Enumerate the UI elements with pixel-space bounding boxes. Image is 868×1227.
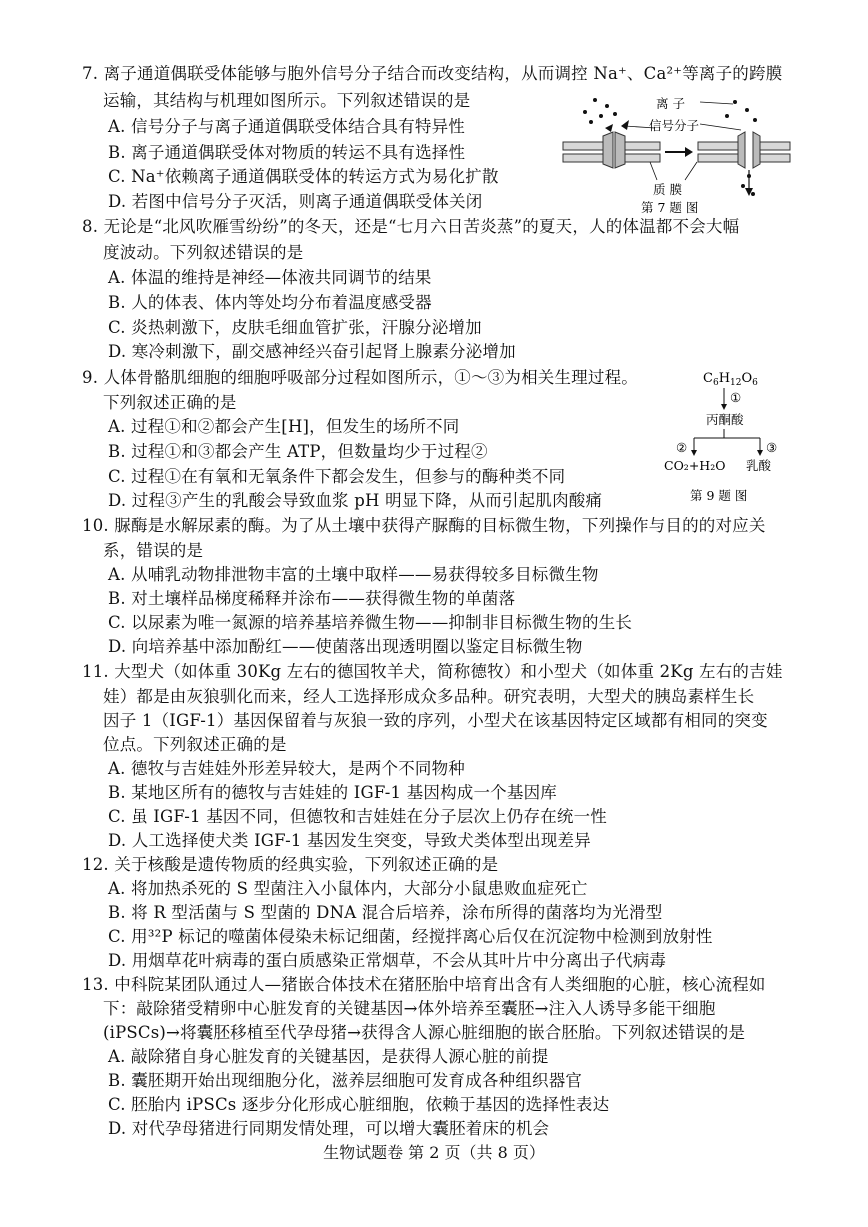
- q13-option-b: B. 囊胚期开始出现细胞分化，滋养层细胞可发育成各种组织器官: [108, 1071, 583, 1090]
- glucose-sub-o: 6: [752, 378, 758, 388]
- q8-option-d: D. 寒冷刺激下，副交感神经兴奋引起肾上腺素分泌增加: [108, 342, 516, 361]
- q13-stem-line1: 13. 中科院某团队通过人—猪嵌合体技术在猪胚胎中培育出含有人类细胞的心脏，核心流程如: [82, 975, 766, 994]
- q13-option-d: D. 对代孕母猪进行同期发情处理，可以增大囊胚着床的机会: [108, 1119, 550, 1138]
- q8-option-c: C. 炎热刺激下，皮肤毛细血管扩张，汗腺分泌增加: [108, 318, 482, 337]
- glucose-c: C: [703, 371, 713, 386]
- q8-stem-line2: 度波动。下列叙述错误的是: [103, 243, 304, 262]
- q13-option-a: A. 敲除猪自身心脏发育的关键基因，是获得人源心脏的前提: [108, 1047, 549, 1066]
- q9-option-d: D. 过程③产生的乳酸会导致血浆 pH 明显下降，从而引起肌肉酸痛: [108, 491, 603, 510]
- q7-ion-channel-figure: [555, 90, 795, 215]
- q7-option-c: C. Na⁺依赖离子通道偶联受体的转运方式为易化扩散: [108, 167, 499, 186]
- fig7-caption: 第 7 题 图: [641, 200, 699, 215]
- fig9-lactate: 乳酸: [746, 458, 772, 473]
- q12-stem-line1: 12. 关于核酸是遗传物质的经典实验，下列叙述正确的是: [82, 855, 499, 874]
- q10-option-c: C. 以尿素为唯一氮源的培养基培养微生物——抑制非目标微生物的生长: [108, 613, 633, 632]
- q11-stem-line3: 因子 1（IGF-1）基因保留着与灰狼一致的序列，小型犬在该基因特定区域都有相同的突变: [103, 711, 768, 730]
- q7-stem-line1: 7. 离子通道偶联受体能够与胞外信号分子结合而改变结构，从而调控 Na⁺、Ca²⁺等离子的跨膜: [82, 64, 783, 83]
- q11-option-d: D. 人工选择使犬类 IGF-1 基因发生突变，导致犬类体型出现差异: [108, 831, 591, 850]
- q9-option-b: B. 过程①和③都会产生 ATP，但数量均少于过程②: [108, 442, 488, 461]
- q12-option-d: D. 用烟草花叶病毒的蛋白质感染正常烟草，不会从其叶片中分离出子代病毒: [108, 951, 667, 970]
- fig9-caption: 第 9 题 图: [690, 488, 748, 503]
- glucose-o: O: [741, 371, 753, 386]
- q10-option-d: D. 向培养基中添加酚红——使菌落出现透明圈以鉴定目标微生物: [108, 637, 583, 656]
- membrane-left: [563, 132, 660, 168]
- membrane-right: [698, 132, 790, 168]
- q11-option-b: B. 某地区所有的德牧与吉娃娃的 IGF-1 基因构成一个基因库: [108, 783, 557, 802]
- q12-option-a: A. 将加热杀死的 S 型菌注入小鼠体内，大部分小鼠患败血症死亡: [108, 879, 588, 898]
- signal-molecule-shape: [621, 120, 629, 130]
- q11-option-a: A. 德牧与吉娃娃外形差异较大，是两个不同物种: [108, 759, 466, 778]
- fig9-pyruvate: 丙酮酸: [706, 412, 744, 427]
- fig9-step2: ②: [676, 440, 688, 455]
- q7-option-d: D. 若图中信号分子灭活，则离子通道偶联受体关闭: [108, 192, 483, 211]
- q7-stem-line2: 运输，其结构与机理如图所示。下列叙述错误的是: [103, 91, 471, 110]
- ions-left: [583, 98, 617, 124]
- page-footer: 生物试题卷 第 2 页（共 8 页）: [323, 1143, 545, 1162]
- q10-stem-line1: 10. 脲酶是水解尿素的酶。为了从土壤中获得产脲酶的目标微生物，下列操作与目的的对应关: [82, 516, 766, 535]
- q7-option-b: B. 离子通道偶联受体对物质的转运不具有选择性: [108, 143, 466, 162]
- q10-option-b: B. 对土壤样品梯度稀释并涂布——获得微生物的单菌落: [108, 589, 516, 608]
- fig9-step3: ③: [766, 440, 778, 455]
- q9-stem-line1: 9. 人体骨骼肌细胞的细胞呼吸部分过程如图所示，①～③为相关生理过程。: [82, 368, 638, 387]
- fig9-co2-water: CO₂+H₂O: [664, 458, 726, 473]
- q10-option-a: A. 从哺乳动物排泄物丰富的土壤中取样——易获得较多目标微生物: [108, 565, 599, 584]
- glucose-sub-c: 6: [712, 378, 719, 388]
- q8-option-a: A. 体温的维持是神经—体液共同调节的结果: [108, 268, 432, 287]
- glucose-sub-h: 12: [730, 378, 742, 388]
- q13-option-c: C. 胚胎内 iPSCs 逐步分化形成心脏细胞，依赖于基因的选择性表达: [108, 1095, 610, 1114]
- q10-stem-line2: 系，错误的是: [103, 541, 204, 560]
- q9-respiration-figure: [660, 366, 790, 511]
- q9-option-c: C. 过程①在有氧和无氧条件下都会发生，但参与的酶种类不同: [108, 467, 566, 486]
- fig7-membrane-label: 质 膜: [653, 182, 682, 197]
- fig9-step1: ①: [730, 390, 742, 405]
- q13-stem-line3: (iPSCs)→将囊胚移植至代孕母猪→获得含人源心脏细胞的嵌合胚胎。下列叙述错误的是: [103, 1023, 746, 1042]
- q8-option-b: B. 人的体表、体内等处均分布着温度感受器: [108, 293, 432, 312]
- q12-option-c: C. 用³²P 标记的噬菌体侵染未标记细菌，经搅拌离心后仅在沉淀物中检测到放射性: [108, 927, 713, 946]
- fig7-signal-label: 信号分子: [649, 118, 700, 133]
- q11-stem-line1: 11. 大型犬（如体重 30Kg 左右的德国牧羊犬，简称德牧）和小型犬（如体重 2Kg 左右的吉娃: [82, 662, 783, 681]
- q11-stem-line2: 娃）都是由灰狼驯化而来，经人工选择形成众多品种。研究表明，大型犬的胰岛素样生长: [103, 687, 755, 706]
- q12-option-b: B. 将 R 型活菌与 S 型菌的 DNA 混合后培养，涂布所得的菌落均为光滑型: [108, 903, 663, 922]
- q8-stem-line1: 8. 无论是“北风吹雁雪纷纷”的冬天，还是“七月六日苦炎蒸”的夏天，人的体温都不会大幅: [82, 217, 740, 236]
- q11-stem-line4: 位点。下列叙述正确的是: [103, 735, 287, 754]
- svg-text:C6H12O6: [703, 371, 758, 388]
- q9-option-a: A. 过程①和②都会产生[H]，但发生的场所不同: [108, 417, 460, 436]
- q13-stem-line2: 下：敲除猪受精卵中心脏发育的关键基因→体外培养至囊胚→注入人诱导多能干细胞: [103, 999, 716, 1018]
- q11-option-c: C. 虽 IGF-1 基因不同，但德牧和吉娃娃在分子层次上仍存在统一性: [108, 807, 607, 826]
- q9-stem-line2: 下列叙述正确的是: [103, 393, 237, 412]
- q7-option-a: A. 信号分子与离子通道偶联受体结合具有特异性: [108, 117, 466, 136]
- fig7-ion-label: 离 子: [656, 96, 685, 111]
- glucose-h: H: [718, 371, 731, 386]
